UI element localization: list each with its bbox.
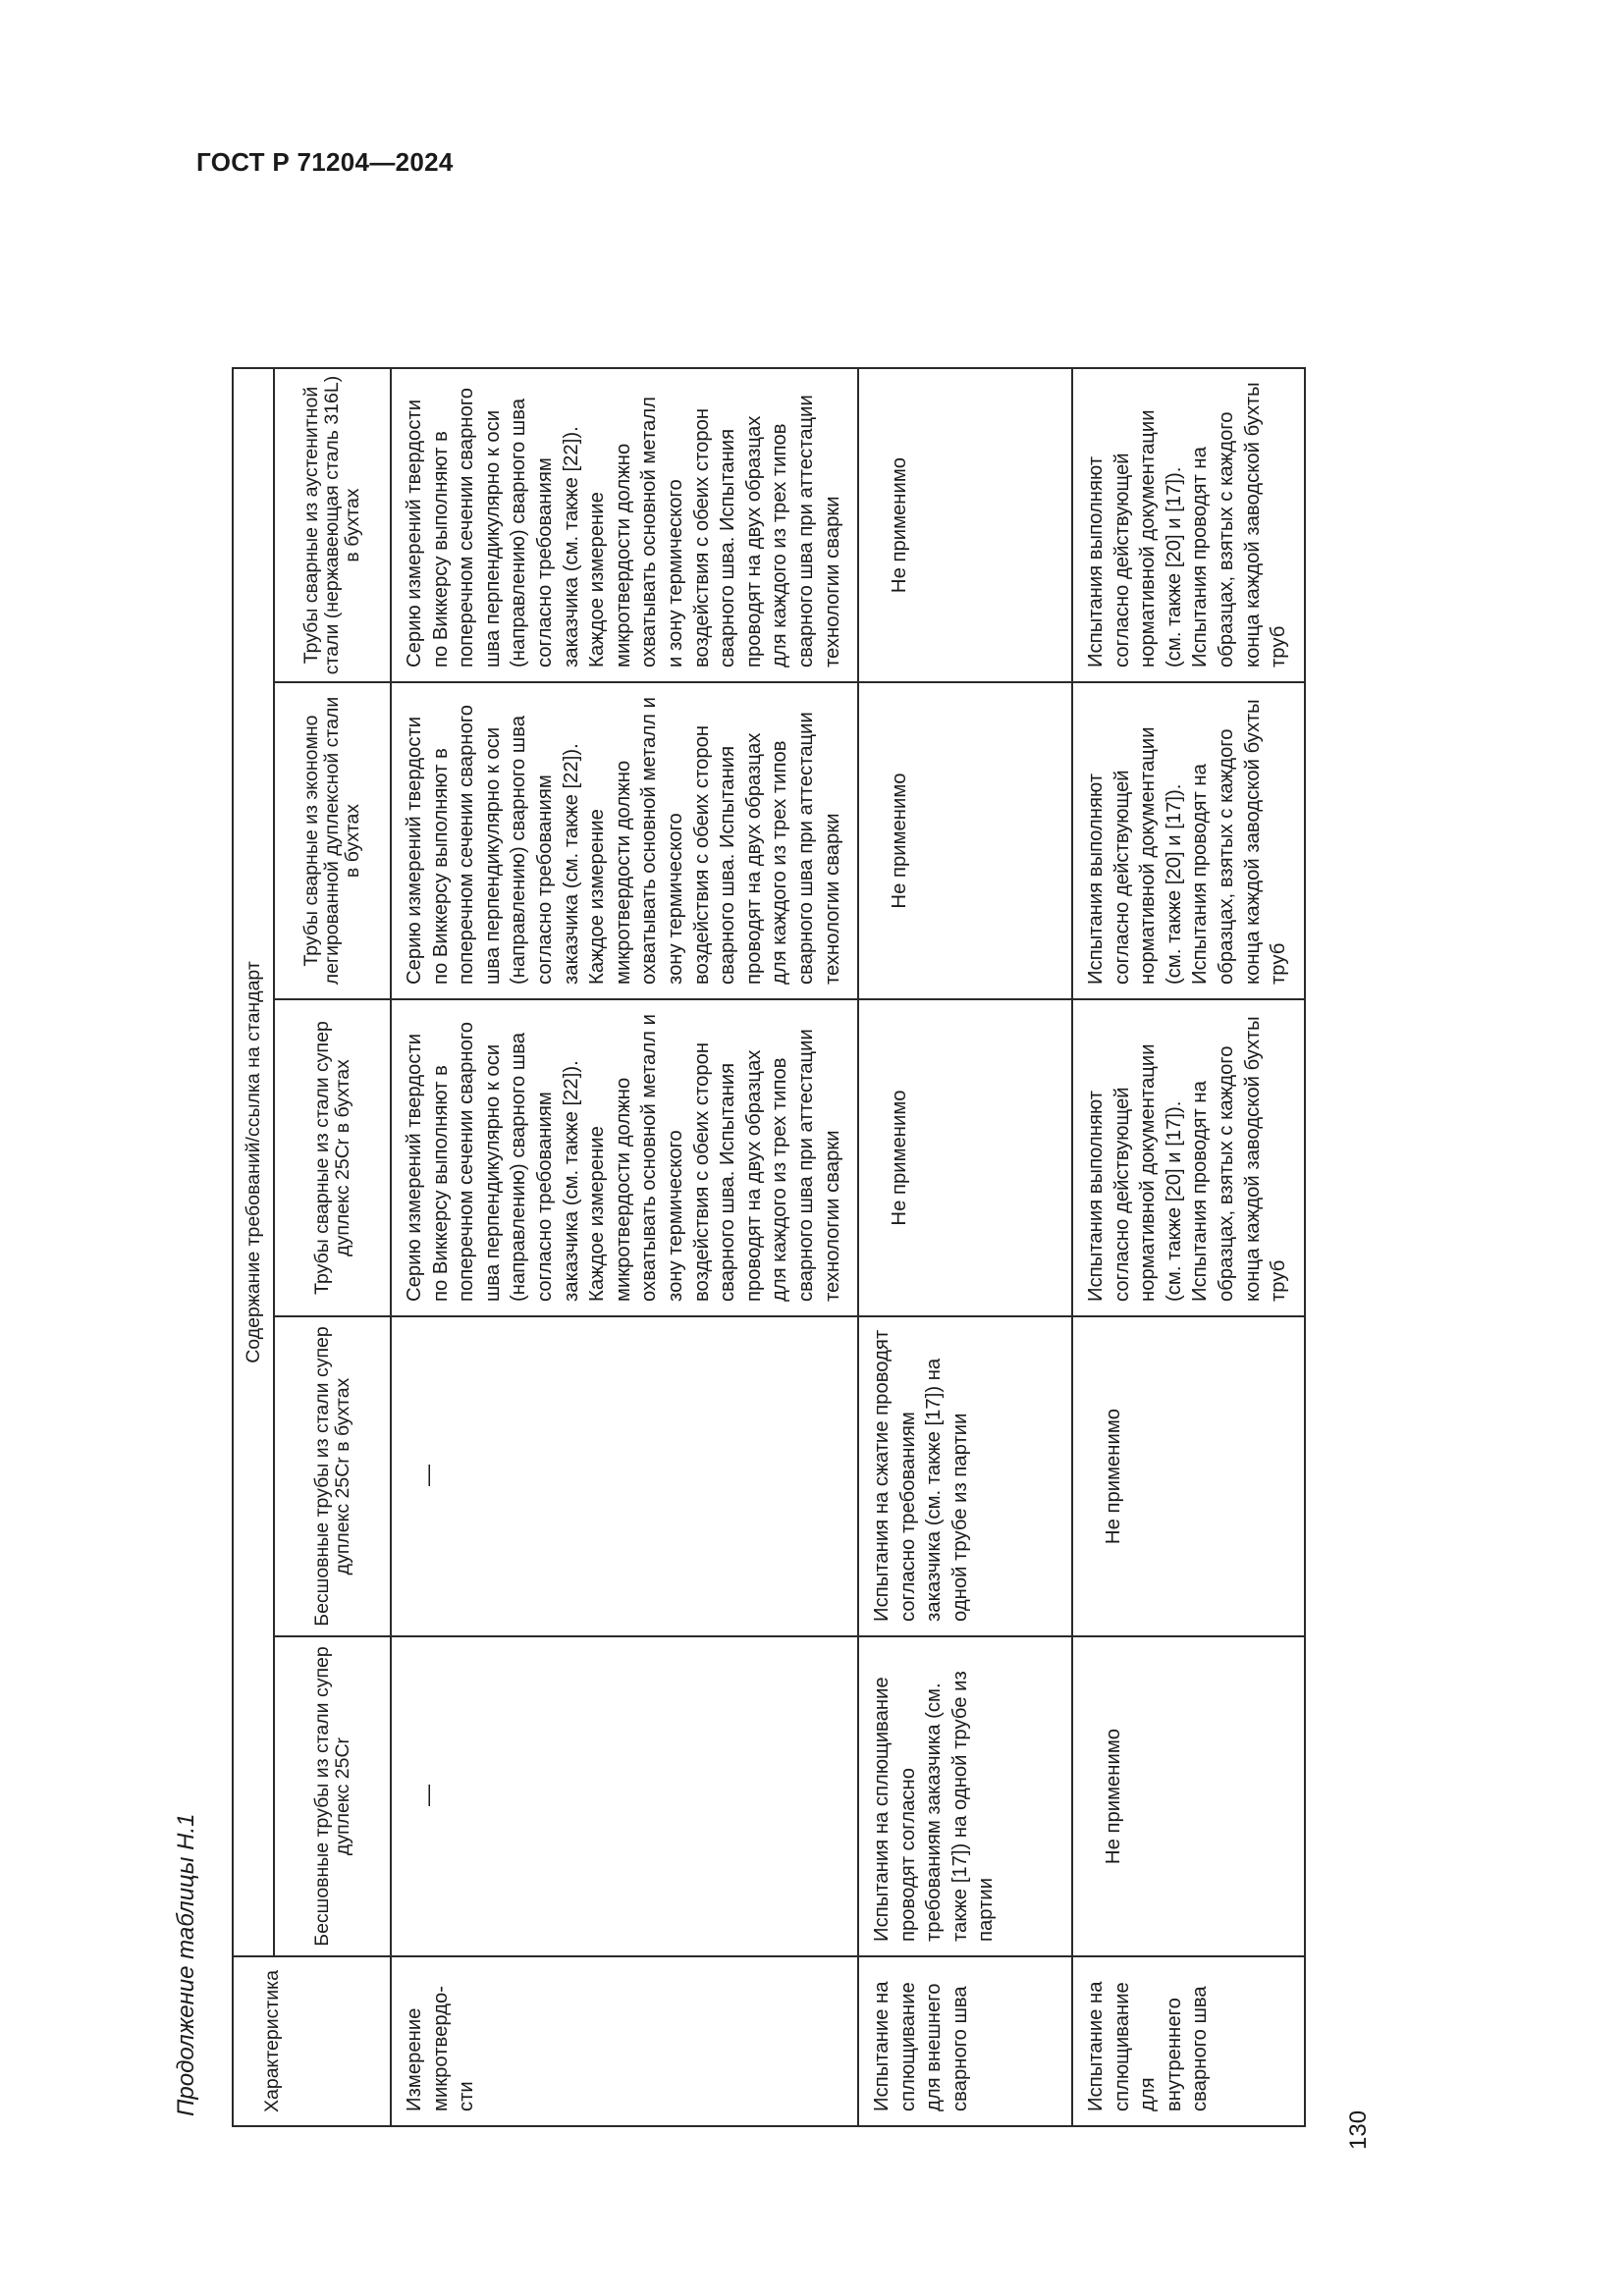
dash-value: — (415, 1465, 440, 1486)
column-header-welded-25cr-coil: Трубы сварные из стали супер дуплекс 25Cr в бухтах (274, 999, 391, 1316)
table-cell: Испытания выполняют согласно действующей нормативной документации (см. также [20] и [17]). Испытания проводят на образцах, взятых с каждого конца каждой заводской бухты труб (1072, 682, 1305, 999)
column-header-welded-lean-duplex-coil: Трубы сварные из экономно легированной дуплексной стали в бухтах (274, 682, 391, 999)
group-header: Содержание требований/ссылка на стандарт (233, 368, 274, 1956)
row-characteristic: Испытание на сплющивание для внутреннего сварного шва (1072, 1956, 1305, 2126)
page-number: 130 (1345, 2109, 1372, 2150)
table-cell: Испытания на сплющивание проводят согласно требованиям заказчика (см. также [17]) на одной трубе из партии (858, 1636, 1072, 1956)
table-cell: Серию измерений твердости по Виккерсу выполняют в поперечном сечении сварного шва перпендикулярно к оси (направлению) сварного шва согласно требованиям заказчика (см. также [22]). Каждое измерение микротвердости должно охватывать основной металл и зону термического воздействия с обеих сторон сварного шва. Испытания проводят на двух образцах для каждого из трех типов сварного шва при аттестации технологии сварки (391, 999, 858, 1316)
rotated-page-content (173, 294, 1371, 2160)
table-caption: Продолжение таблицы Н.1 (173, 1813, 199, 2116)
table-cell (391, 1316, 858, 1636)
table-row (858, 368, 1072, 2126)
requirements-table (232, 367, 1306, 2127)
column-header-seamless-25cr: Бесшовные трубы из стали супер дуплекс 25Cr (274, 1636, 391, 1956)
row-characteristic: Испытание на сплющивание для внешнего сварного шва (858, 1956, 1072, 2126)
table-cell: Испытания выполняют согласно действующей нормативной документации (см. также [20] и [17]). Испытания проводят на образцах, взятых с каждого конца каждой заводской бухты труб (1072, 999, 1305, 1316)
table-cell: Не применимо (1072, 1636, 1305, 1956)
document-code: ГОСТ Р 71204—2024 (196, 147, 454, 177)
column-header-welded-316l-coil: Трубы сварные из аустенитной стали (нержавеющая сталь 316L) в бухтах (274, 368, 391, 682)
table-cell: Не применимо (1072, 1316, 1305, 1636)
table-cell: Серию измерений твердости по Виккерсу выполняют в поперечном сечении сварного шва перпендикулярно к оси (направлению) сварного шва согласно требованиям заказчика (см. также [22]). Каждое измерение микротвердости должно охватывать основной металл и зону термического воздействия с обеих сторон сварного шва. Испытания проводят на двух образцах для каждого из трех типов сварного шва при аттестации технологии сварки (391, 368, 858, 682)
table-cell: Не применимо (858, 368, 1072, 682)
row-characteristic: Измерение микротвердо-сти (391, 1956, 858, 2126)
table-cell: Не применимо (858, 999, 1072, 1316)
table-cell: Испытания выполняют согласно действующей нормативной документации (см. также [20] и [17]). Испытания проводят на образцах, взятых с каждого конца каждой заводской бухты труб (1072, 368, 1305, 682)
column-header-seamless-25cr-coil: Бесшовные трубы из стали супер дуплекс 25Cr в бухтах (274, 1316, 391, 1636)
table-row (391, 368, 858, 2126)
characteristic-header: Характеристика (233, 1956, 391, 2126)
table-cell (391, 1636, 858, 1956)
table-row (1072, 368, 1305, 2126)
table-cell: Серию измерений твердости по Виккерсу выполняют в поперечном сечении сварного шва перпендикулярно к оси (направлению) сварного шва согласно требованиям заказчика (см. также [22]). Каждое измерение микротвердости должно охватывать основной металл и зону термического воздействия с обеих сторон сварного шва. Испытания проводят на двух образцах для каждого из трех типов сварного шва при аттестации технологии сварки (391, 682, 858, 999)
table-cell: Испытания на сжатие проводят согласно требованиям заказчика (см. также [17]) на одной трубе из партии (858, 1316, 1072, 1636)
table-cell: Не применимо (858, 682, 1072, 999)
dash-value: — (415, 1785, 440, 1806)
